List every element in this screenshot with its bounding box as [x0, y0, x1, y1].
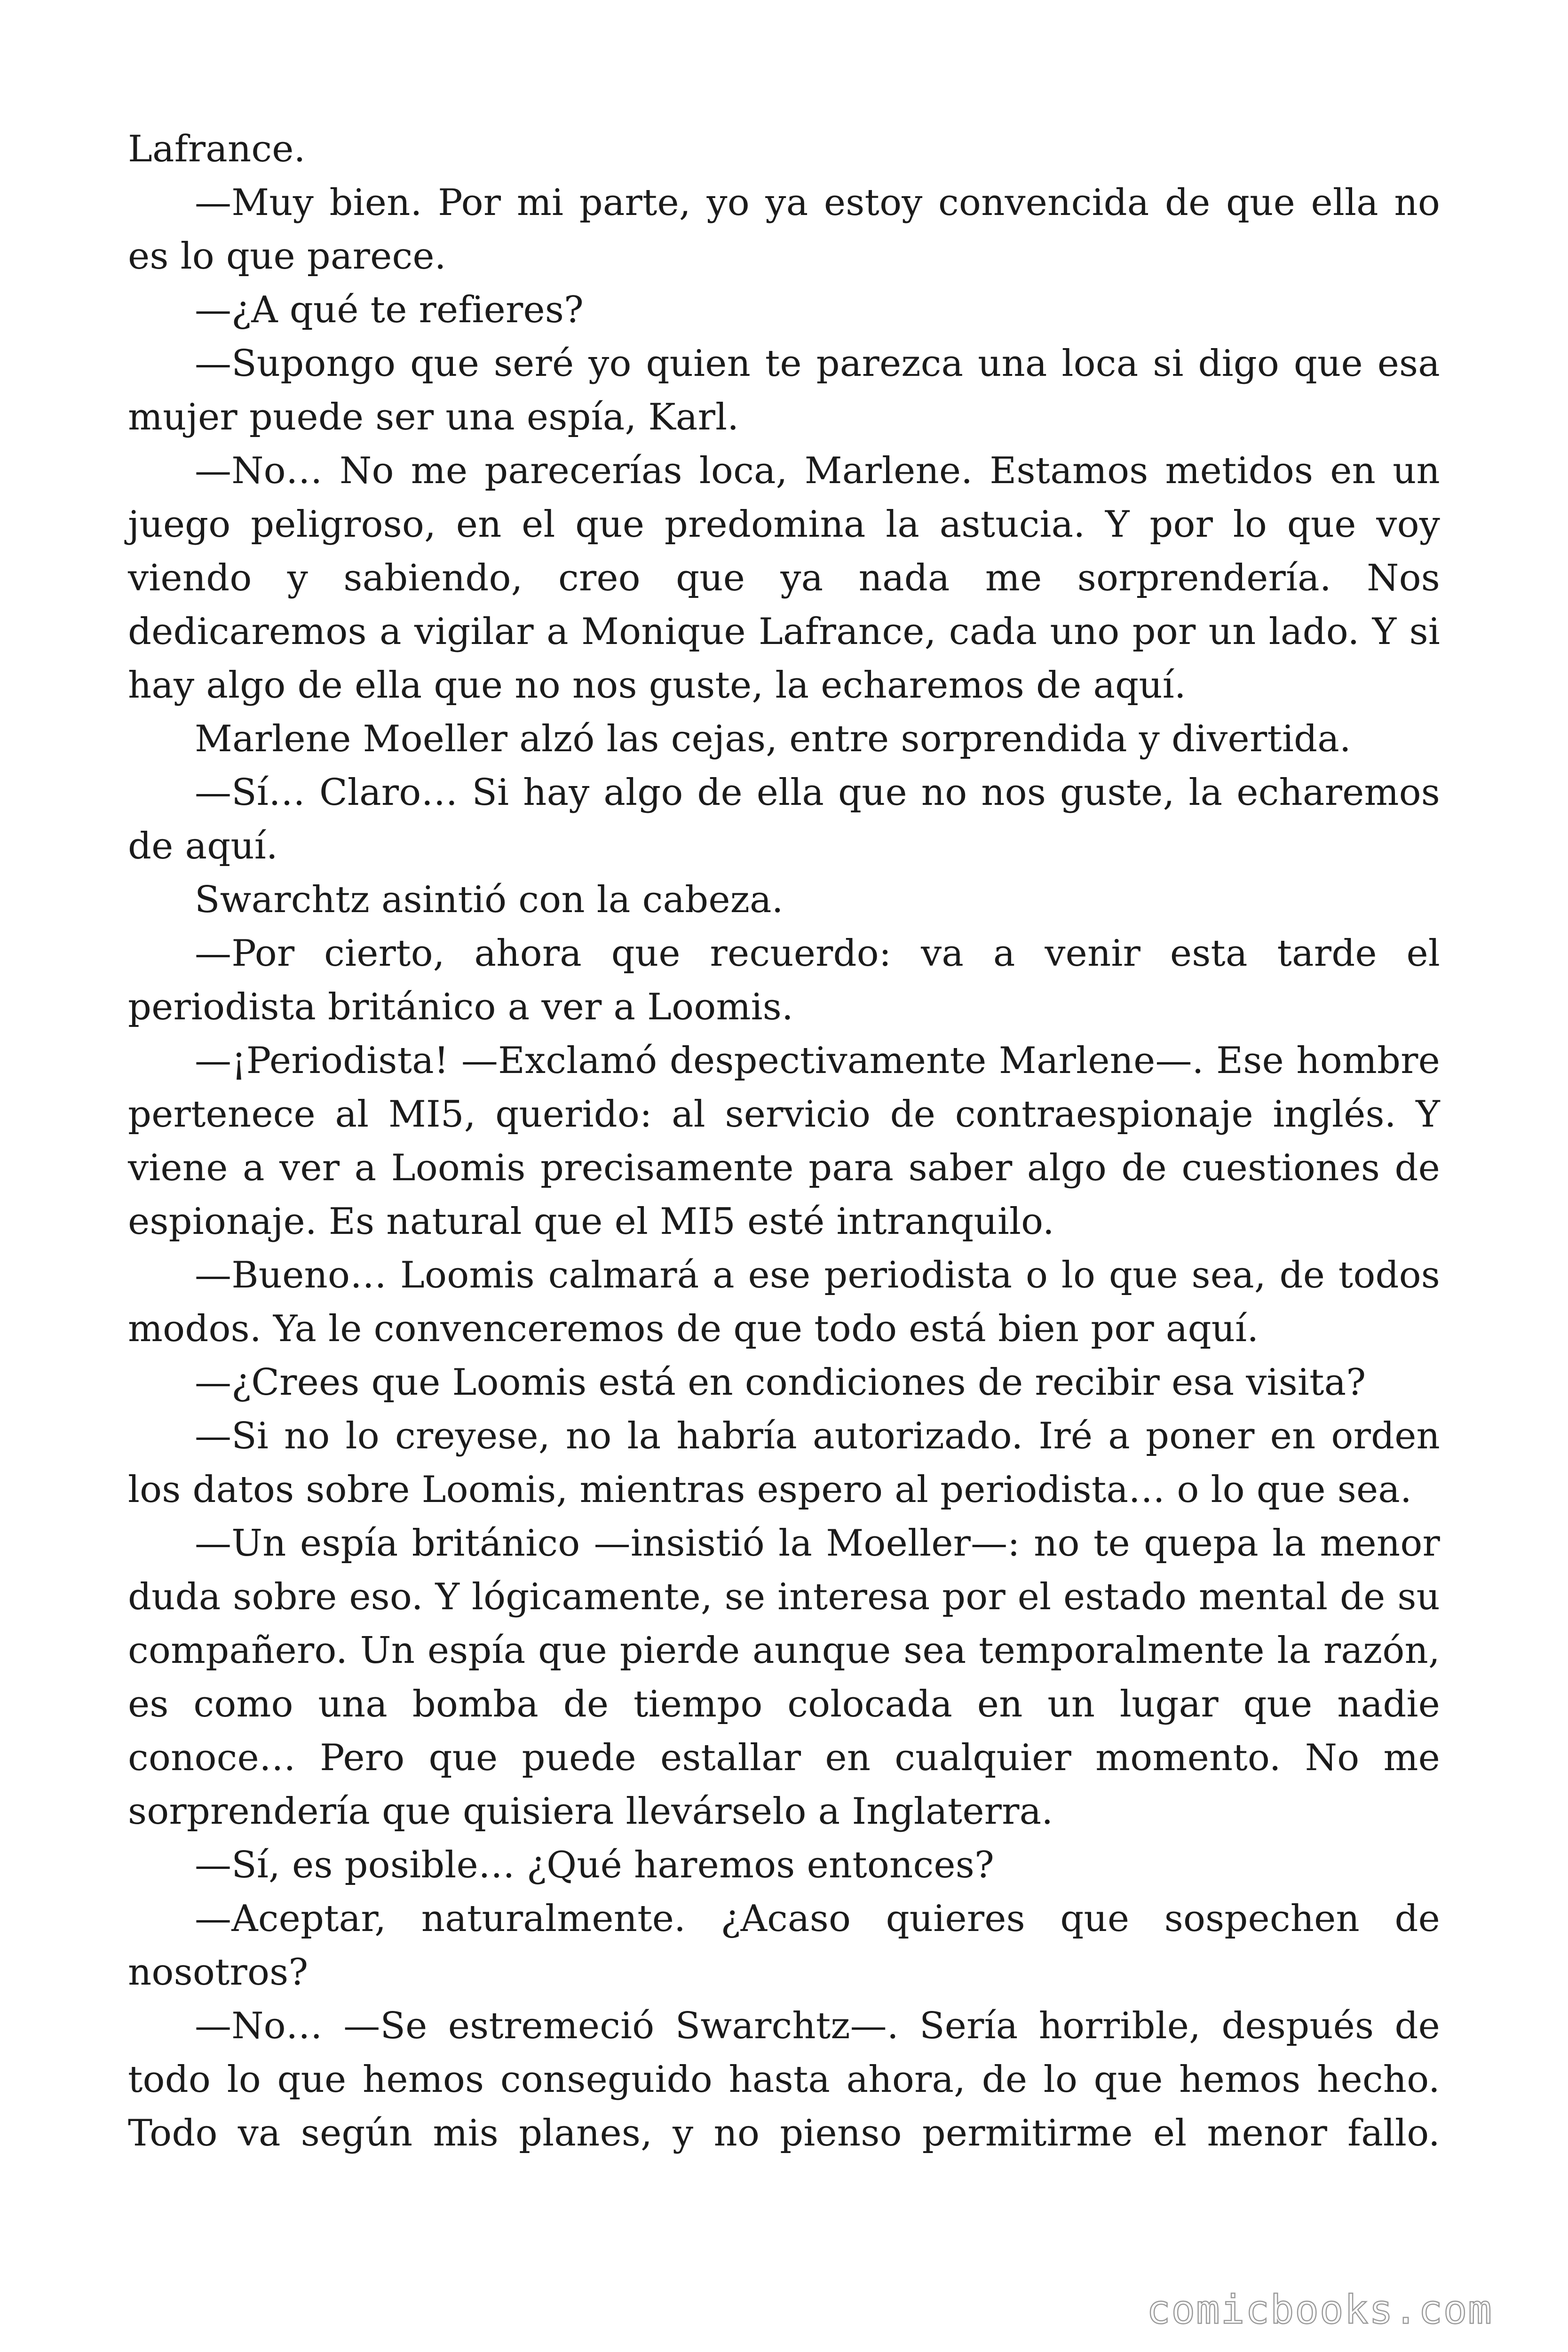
paragraph: —Sí, es posible… ¿Qué haremos entonces?: [195, 1844, 994, 1886]
paragraph: —Aceptar, naturalmente. ¿Acaso quieres que sospechen de nosotros?: [128, 1898, 1440, 1994]
paragraph: —Un espía británico —insistió la Moeller—: no te quepa la menor duda sobre eso. Y lógicamente, se interesa por el estado mental de su compañero. Un espía que pierde aunque sea temporalmente la razón, es como una bomba de tiempo colocada en un lugar que nadie conoce… Pero que puede estallar en cualquier momento. No me sorprendería que quisiera llevárselo a Inglaterra.: [128, 1522, 1440, 1833]
paragraph: —¡Periodista! —Exclamó despectivamente Marlene—. Ese hombre pertenece al MI5, querido: al servicio de contraespionaje inglés. Y viene a ver a Loomis precisamente para saber algo de cuestiones de espionaje. Es natural que el MI5 esté intranquilo.: [128, 1040, 1440, 1243]
paragraph: —No… No me parecerías loca, Marlene. Estamos metidos en un juego peligroso, en el que predomina la astucia. Y por lo que voy viendo y sabiendo, creo que ya nada me sorprendería. Nos dedicaremos a vigilar a Monique Lafrance, cada uno por un lado. Y si hay algo de ella que no nos guste, la echaremos de aquí.: [128, 450, 1440, 707]
paragraph: —Supongo que seré yo quien te parezca una loca si digo que esa mujer puede ser una espía, Karl.: [128, 342, 1440, 438]
paragraph: Lafrance.: [128, 128, 306, 170]
paragraph: —Muy bien. Por mi parte, yo ya estoy convencida de que ella no es lo que parece.: [128, 182, 1440, 278]
watermark: comicbooks.com: [1146, 2287, 1493, 2333]
paragraph: Marlene Moeller alzó las cejas, entre sorprendida y divertida.: [195, 718, 1351, 760]
paragraph: —¿Crees que Loomis está en condiciones de recibir esa visita?: [195, 1361, 1366, 1404]
paragraph: —Sí… Claro… Si hay algo de ella que no nos guste, la echaremos de aquí.: [128, 771, 1440, 867]
paragraph: —¿A qué te refieres?: [195, 289, 584, 331]
paragraph: Swarchtz asintió con la cabeza.: [195, 879, 784, 921]
paragraph: —Si no lo creyese, no la habría autorizado. Iré a poner en orden los datos sobre Loomis, mientras espero al periodista… o lo que sea.: [128, 1415, 1440, 1511]
paragraph: —Por cierto, ahora que recuerdo: va a venir esta tarde el periodista británico a ver a Loomis.: [128, 932, 1440, 1028]
paragraph: —No… —Se estremeció Swarchtz—. Sería horrible, después de todo lo que hemos conseguido hasta ahora, de lo que hemos hecho. Todo va según mis planes, y no pienso permitirme el menor fallo.: [128, 2005, 1440, 2154]
paragraph: —Bueno… Loomis calmará a ese periodista o lo que sea, de todos modos. Ya le convenceremos de que todo está bien por aquí.: [128, 1254, 1440, 1350]
book-page-text: [128, 122, 1440, 2160]
